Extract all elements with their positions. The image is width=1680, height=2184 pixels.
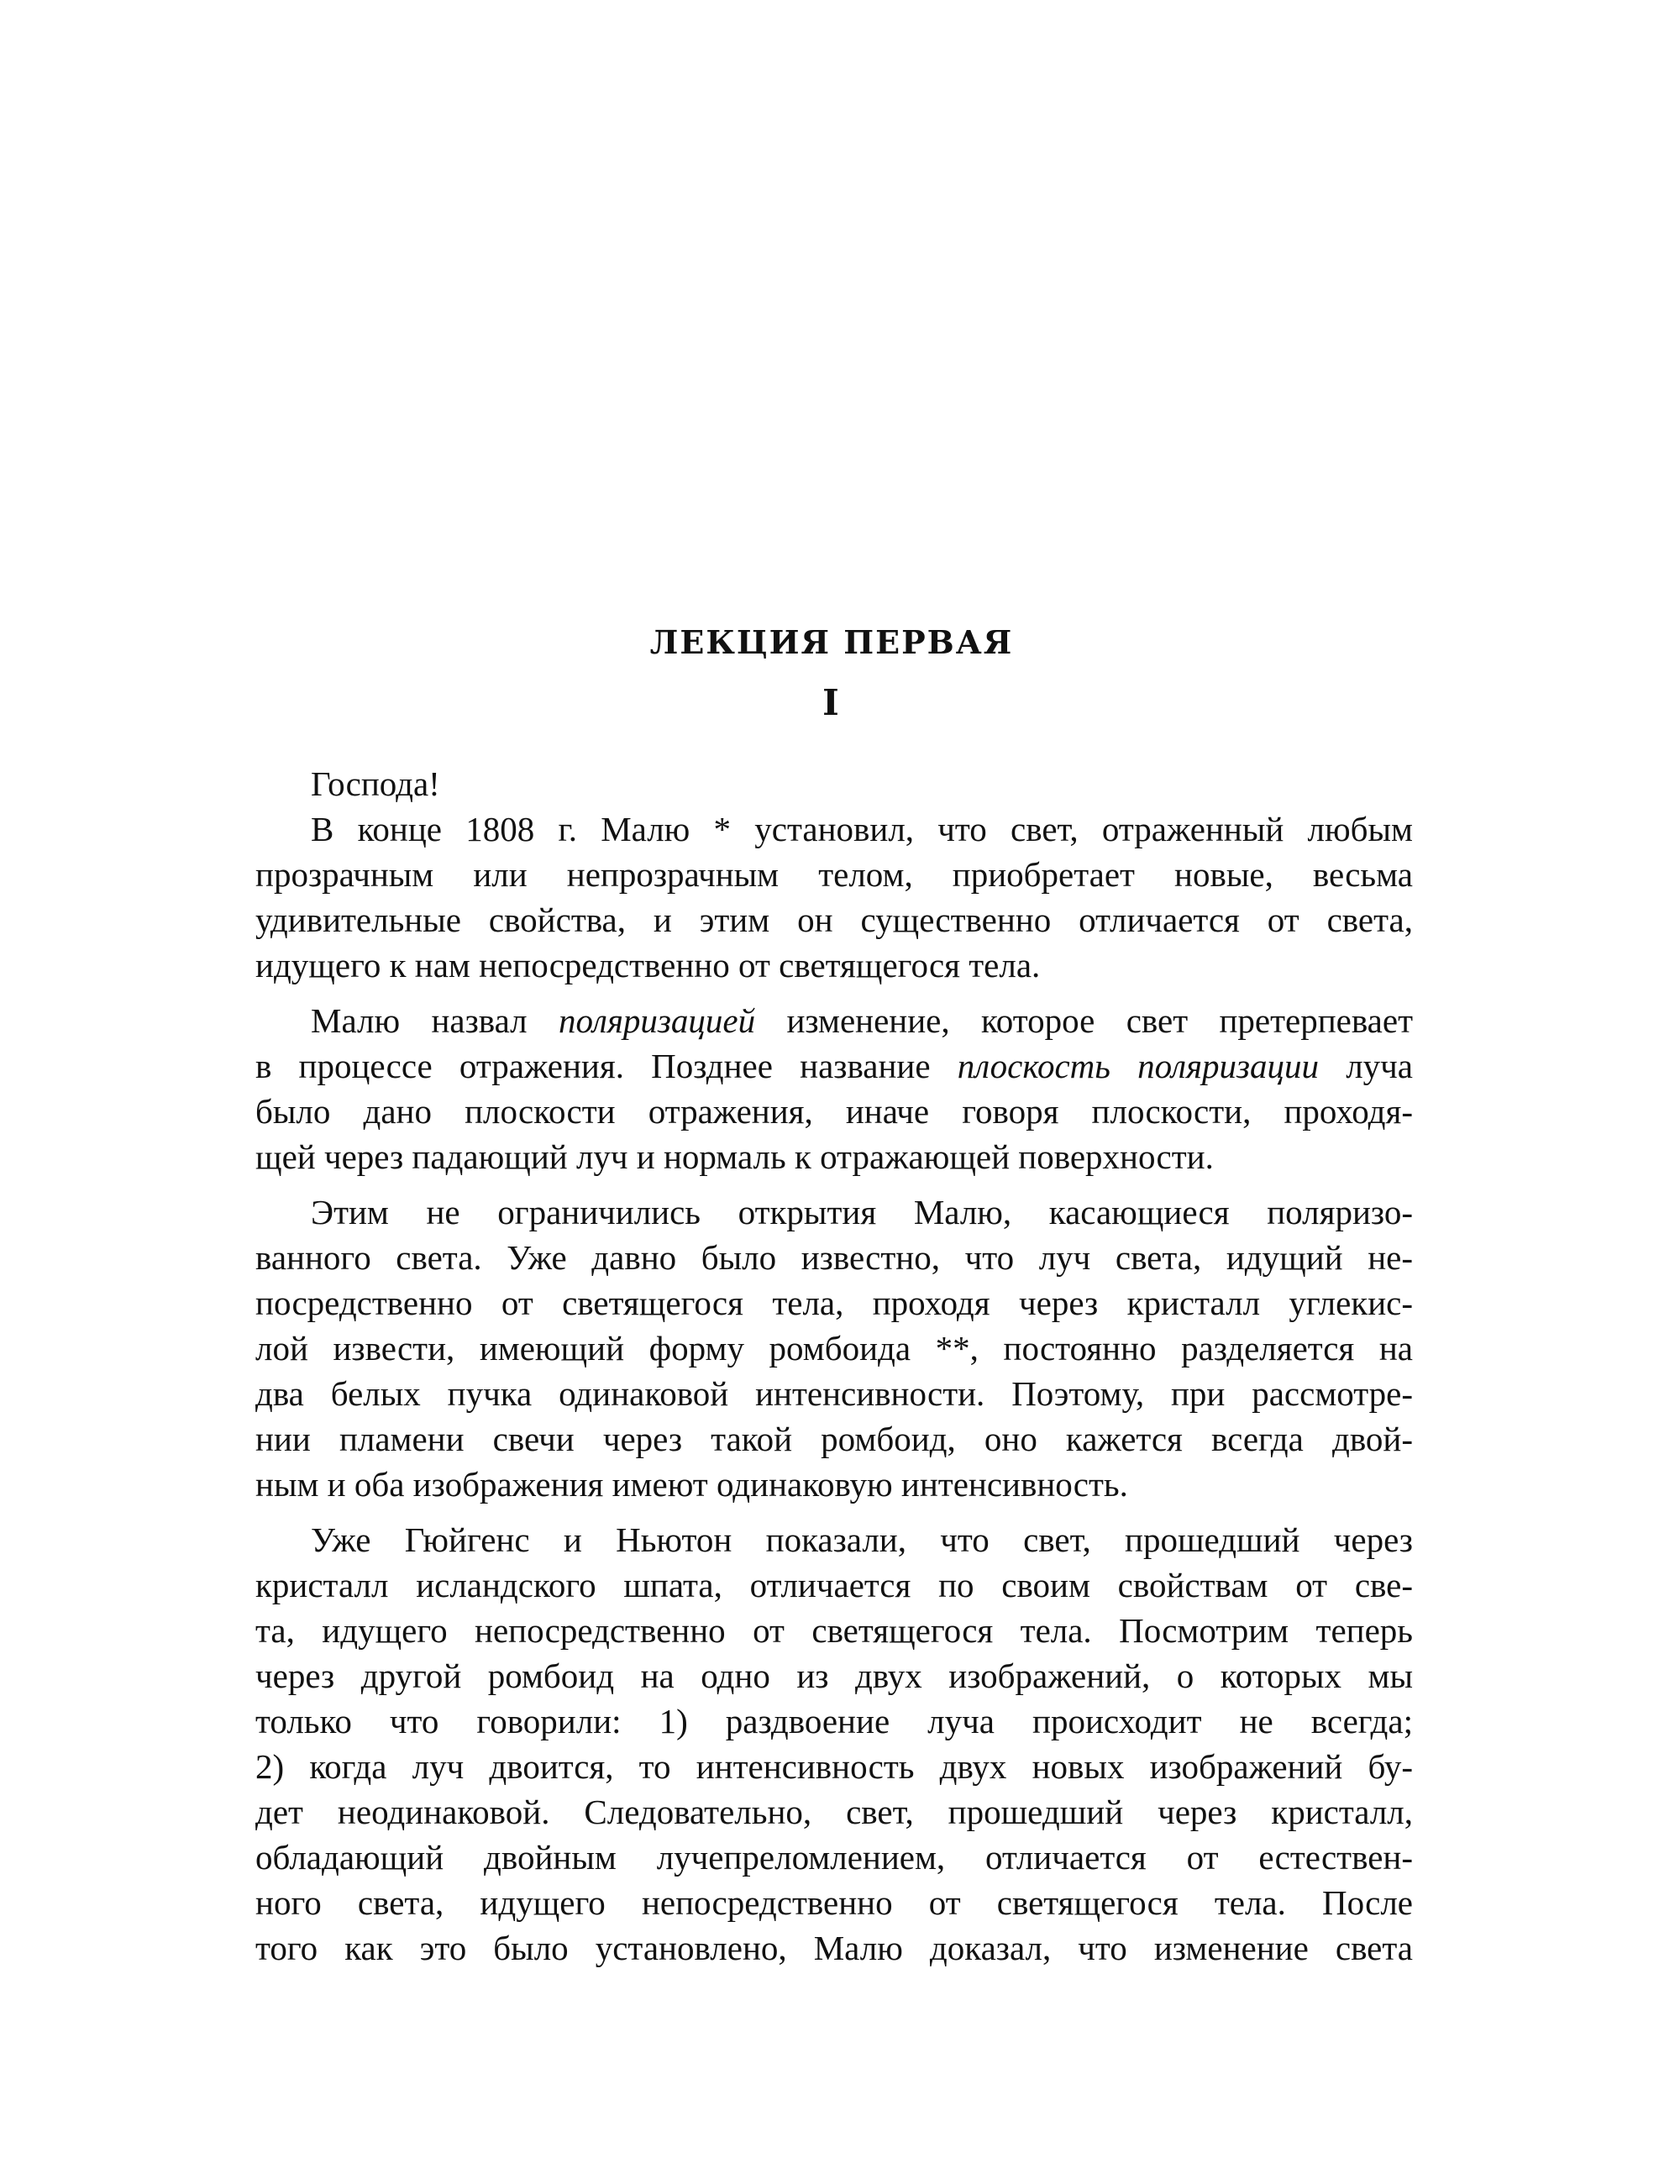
text-line: Этим не ограничились открытия Малю, касающиеся поляризо-	[311, 1193, 1413, 1231]
text-line: ванного света. Уже давно было известно, что луч света, идущий не-	[255, 1238, 1413, 1277]
text-line: посредственно от светящегося тела, проходя через кристалл углекис-	[255, 1284, 1413, 1322]
text-line: нии пламени свечи через такой ромбоид, оно кажется всегда двой-	[255, 1420, 1413, 1458]
text-line: Господа!	[311, 764, 440, 803]
text-line: кристалл исландского шпата, отличается по своим свойствам от све-	[255, 1566, 1413, 1604]
text-line: только что говорили: 1) раздвоение луча происходит не всегда;	[255, 1702, 1413, 1740]
salutation-paragraph	[255, 761, 1413, 806]
text-line: В конце 1808 г. Малю * установил, что свет, отраженный любым	[311, 810, 1413, 848]
text-line: 2) когда луч двоится, то интенсивность двух новых изображений бу-	[255, 1747, 1413, 1786]
text-fragment: Малю назвал	[311, 1001, 559, 1040]
text-line	[255, 1043, 1413, 1089]
paragraph-3	[255, 1189, 1413, 1507]
section-number: I	[822, 682, 841, 723]
text-line: ным и оба изображения имеют одинаковую интенсивность.	[255, 1465, 1128, 1504]
paragraph-4	[255, 1517, 1413, 1971]
text-line: прозрачным или непрозрачным телом, приобретает новые, весьма	[255, 855, 1413, 894]
text-line: та, идущего непосредственно от светящегося тела. Посмотрим теперь	[255, 1611, 1413, 1650]
text-line: идущего к нам непосредственно от светящегося тела.	[255, 946, 1041, 984]
text-line: было дано плоскости отражения, иначе говоря плоскости, проходя-	[255, 1092, 1413, 1131]
text-line: Уже Гюйгенс и Ньютон показали, что свет, прошедший через	[311, 1520, 1413, 1559]
text-line: того как это было установлено, Малю доказал, что изменение света	[255, 1929, 1413, 1967]
text-line	[255, 998, 1413, 1043]
paragraph-2	[255, 998, 1413, 1179]
text-fragment: изменение, которое свет претерпевает	[755, 1001, 1413, 1040]
text-line: обладающий двойным лучепреломлением, отличается от естествен-	[255, 1838, 1413, 1877]
text-line: удивительные свойства, и этим он существенно отличается от света,	[255, 900, 1413, 939]
text-fragment: луча	[1319, 1047, 1413, 1085]
text-line: лой извести, имеющий форму ромбоида **, постоянно разделяется на	[255, 1329, 1413, 1368]
term-plane-of-polarization: плоскость поляризации	[957, 1047, 1320, 1085]
text-line: два белых пучка одинаковой интенсивности. Поэтому, при рассмотре-	[255, 1374, 1413, 1413]
text-line: щей через падающий луч и нормаль к отражающей поверхности.	[255, 1137, 1214, 1176]
paragraph-1	[255, 806, 1413, 988]
text-line: дет неодинаковой. Следовательно, свет, прошедший через кристалл,	[255, 1793, 1413, 1831]
text-line: через другой ромбоид на одно из двух изображений, о которых мы	[255, 1656, 1413, 1695]
lecture-title: ЛЕКЦИЯ ПЕРВАЯ	[649, 623, 1014, 661]
term-polarization: поляризацией	[558, 1001, 756, 1040]
body-text	[255, 761, 1413, 1971]
text-line: ного света, идущего непосредственно от светящегося тела. После	[255, 1883, 1413, 1922]
text-fragment: в процессе отражения. Позднее название	[255, 1047, 958, 1085]
